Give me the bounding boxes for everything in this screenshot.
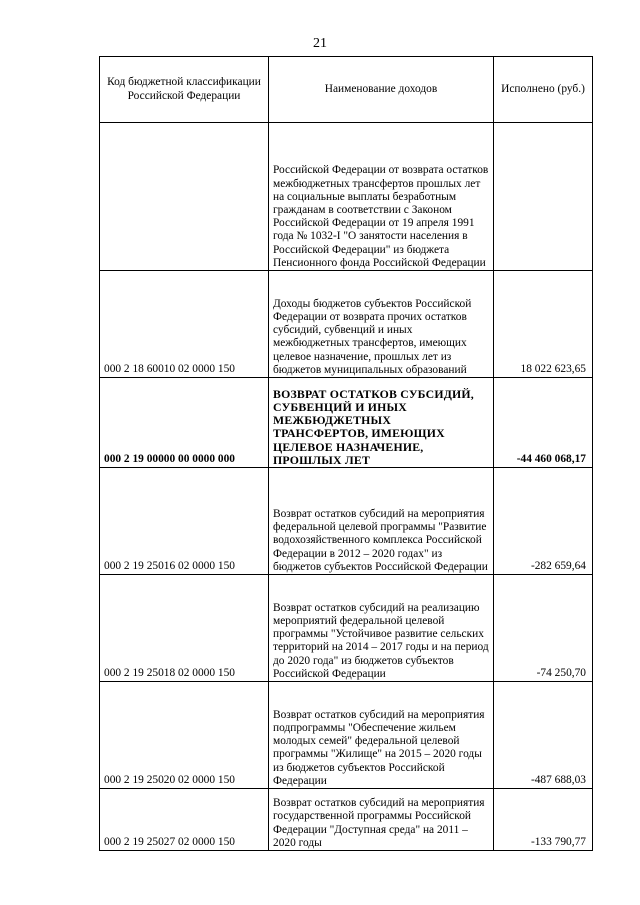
row-name: Российской Федерации от возврата остатков межбюджетных трансфертов прошлых лет на социальные выплаты безработным гражданам в соответствии с Законом Российской Федерации от 19 апреля 1991 года № 1032-I "О занятости населения в Российской Федерации" из бюджета Пенсионного фонда Российской Федерации [269, 123, 494, 271]
row-amount: -133 790,77 [494, 789, 593, 851]
row-amount: -74 250,70 [494, 575, 593, 682]
row-code: 000 2 19 25020 02 0000 150 [100, 682, 269, 789]
row-code: 000 2 19 25016 02 0000 150 [100, 468, 269, 575]
row-amount: -487 688,03 [494, 682, 593, 789]
row-code: 000 2 18 60010 02 0000 150 [100, 271, 269, 378]
header-name: Наименование доходов [269, 57, 494, 123]
row-name: Возврат остатков субсидий на мероприятия государственной программы Российской Федерации "Доступная среда" на 2011 – 2020 годы [269, 789, 494, 851]
row-code: 000 2 19 25018 02 0000 150 [100, 575, 269, 682]
row-amount [494, 123, 593, 271]
table-row [100, 575, 593, 682]
revenue-table [99, 56, 593, 851]
header-code: Код бюджетной классификации Российской Федерации [100, 57, 269, 123]
row-code: 000 2 19 25027 02 0000 150 [100, 789, 269, 851]
table-row [100, 468, 593, 575]
page-number: 21 [313, 36, 327, 51]
table-row [100, 682, 593, 789]
row-name: Доходы бюджетов субъектов Российской Федерации от возврата прочих остатков субсидий, субвенций и иных межбюджетных трансфертов, имеющих целевое назначение, прошлых лет из бюджетов муниципальных образований [269, 271, 494, 378]
row-amount: 18 022 623,65 [494, 271, 593, 378]
table-header-row [100, 57, 593, 123]
header-amount: Исполнено (руб.) [494, 57, 593, 123]
table-row [100, 123, 593, 271]
row-name: ВОЗВРАТ ОСТАТКОВ СУБСИДИЙ, СУБВЕНЦИЙ И ИНЫХ МЕЖБЮДЖЕТНЫХ ТРАНСФЕРТОВ, ИМЕЮЩИХ ЦЕЛЕВОЕ НАЗНАЧЕНИЕ, ПРОШЛЫХ ЛЕТ [269, 378, 494, 468]
row-code [100, 123, 269, 271]
row-amount: -44 460 068,17 [494, 378, 593, 468]
table-row [100, 789, 593, 851]
table-row-section [100, 378, 593, 468]
row-name: Возврат остатков субсидий на мероприятия подпрограммы "Обеспечение жильем молодых семей" федеральной целевой программы "Жилище" на 2015 – 2020 годы из бюджетов субъектов Российской Федерации [269, 682, 494, 789]
row-name: Возврат остатков субсидий на мероприятия федеральной целевой программы "Развитие водохозяйственного комплекса Российской Федерации в 2012 – 2020 годах" из бюджетов субъектов Российской Федерации [269, 468, 494, 575]
row-amount: -282 659,64 [494, 468, 593, 575]
table-row [100, 271, 593, 378]
row-code: 000 2 19 00000 00 0000 000 [100, 378, 269, 468]
row-name: Возврат остатков субсидий на реализацию мероприятий федеральной целевой программы "Устойчивое развитие сельских территорий на 2014 – 2017 годы и на период до 2020 года" из бюджетов субъектов Российской Федерации [269, 575, 494, 682]
